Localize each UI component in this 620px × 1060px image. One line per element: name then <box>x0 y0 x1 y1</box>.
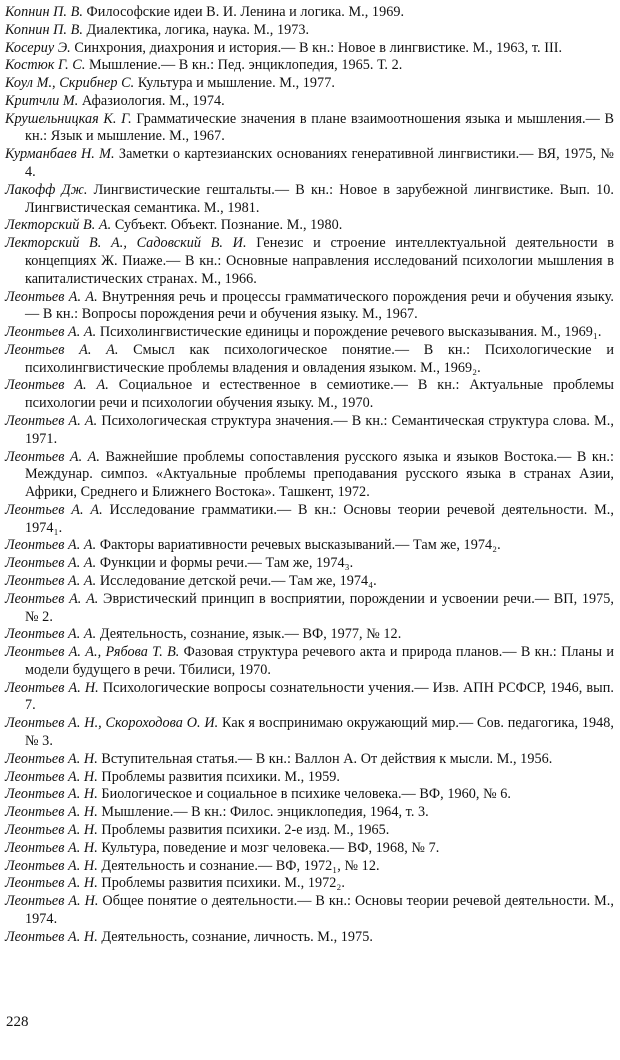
reference-entry <box>5 875 614 893</box>
reference-entry <box>5 626 614 644</box>
reference-text: Синхрония, диахрония и история.— В кн.: Новое в лингвистике. М., 1963, т. III. <box>70 39 563 56</box>
reference-author: Лакофф Дж. <box>5 181 88 198</box>
reference-entry <box>5 217 614 235</box>
reference-entry <box>5 93 614 111</box>
reference-text: Культура, поведение и мозг человека.— ВФ, 1968, № 7. <box>97 839 440 856</box>
reference-text: Деятельность и сознание.— ВФ, 1972₁, № 12. <box>97 857 380 874</box>
reference-author: Леонтьев А. Н., Скороходова О. И. <box>5 715 219 732</box>
reference-text: Диалектика, логика, наука. М., 1973. <box>82 21 310 38</box>
reference-text: Проблемы развития психики. М., 1959. <box>97 768 341 785</box>
reference-author: Леонтьев А. Н. <box>5 821 98 838</box>
reference-author: Критчли М. <box>5 92 79 109</box>
reference-author: Леонтьев А. А. <box>5 377 109 394</box>
reference-entry <box>5 57 614 75</box>
reference-text: Мышление.— В кн.: Пед. энциклопедия, 1965. Т. 2. <box>85 57 403 74</box>
reference-entry <box>5 377 614 413</box>
reference-author: Леонтьев А. Н. <box>5 679 99 696</box>
reference-author: Леонтьев А. Н. <box>5 875 98 892</box>
reference-entry <box>5 111 614 147</box>
reference-author: Леонтьев А. А. <box>5 501 103 518</box>
reference-entry <box>5 449 614 502</box>
reference-author: Леонтьев А. Н. <box>5 928 98 945</box>
reference-entry <box>5 715 614 751</box>
reference-entry <box>5 40 614 58</box>
reference-text: Вступительная статья.— В кн.: Валлон А. От действия к мысли. М., 1956. <box>97 750 553 767</box>
reference-author: Леонтьев А. А., Рябова Т. В. <box>5 644 180 661</box>
reference-entry <box>5 822 614 840</box>
reference-text: Лингвистические гештальты.— В кн.: Новое в зарубежной лингвистике. Вып. 10. Лингвистическая семантика. М., 1981. <box>25 181 614 216</box>
reference-entry <box>5 769 614 787</box>
reference-text: Психолингвистические единицы и порождение речевого высказывания. М., 1969₁. <box>96 324 602 341</box>
reference-text: Генезис и строение интеллектуальной деятельности в концепциях Ж. Пиаже.— В кн.: Основные направления исследований психологии мышления в капиталистических странах. М., 1966. <box>25 235 614 287</box>
reference-entry <box>5 502 614 538</box>
reference-text: Деятельность, сознание, личность. М., 1975. <box>97 928 373 945</box>
reference-text: Как я воспринимаю окружающий мир.— Сов. педагогика, 1948, № 3. <box>25 715 614 750</box>
reference-text: Мышление.— В кн.: Филос. энциклопедия, 1964, т. 3. <box>97 804 429 821</box>
reference-text: Психологические вопросы сознательности учения.— Изв. АПН РСФСР, 1946, вып. 7. <box>25 679 614 714</box>
reference-text: Функции и формы речи.— Там же, 1974₃. <box>96 555 354 572</box>
reference-author: Леонтьев А. Н. <box>5 786 98 803</box>
bibliography-list <box>5 4 614 946</box>
reference-author: Леонтьев А. А. <box>5 288 98 305</box>
reference-entry <box>5 591 614 627</box>
reference-entry <box>5 324 614 342</box>
reference-entry <box>5 555 614 573</box>
reference-text: Грамматические значения в плане взаимоотношения языка и мышления.— В кн.: Язык и мышление. М., 1967. <box>25 110 614 145</box>
reference-entry <box>5 893 614 929</box>
reference-entry <box>5 751 614 769</box>
reference-author: Леонтьев А. А. <box>5 590 99 607</box>
reference-entry <box>5 537 614 555</box>
reference-text: Афазиология. М., 1974. <box>78 92 225 109</box>
reference-text: Эвристический принцип в восприятии, порождении и усвоении речи.— ВП, 1975, № 2. <box>25 590 615 625</box>
page-number: 228 <box>6 1014 29 1030</box>
reference-author: Копнин П. В. <box>5 21 83 38</box>
reference-author: Леонтьев А. Н. <box>5 768 98 785</box>
reference-text: Факторы вариативности речевых высказываний.— Там же, 1974₂. <box>96 537 501 554</box>
reference-entry <box>5 804 614 822</box>
reference-entry <box>5 786 614 804</box>
reference-entry <box>5 840 614 858</box>
reference-entry <box>5 929 614 947</box>
reference-text: Внутренняя речь и процессы грамматического порождения речи и обучения языку.— В кн.: Вопросы порождения речи и обучения языку. М., 1967. <box>25 288 614 323</box>
reference-text: Общее понятие о деятельности.— В кн.: Основы теории речевой деятельности. М., 1974. <box>25 893 614 927</box>
reference-author: Леонтьев А. А. <box>5 537 97 554</box>
reference-author: Леонтьев А. Н. <box>5 857 98 874</box>
reference-author: Лекторский В. А., Садовский В. И. <box>5 235 247 252</box>
reference-author: Костюк Г. С. <box>5 57 86 74</box>
reference-entry <box>5 146 614 182</box>
reference-text: Философские идеи В. И. Ленина и логика. М., 1969. <box>82 4 405 20</box>
reference-author: Леонтьев А. А. <box>5 555 97 572</box>
reference-author: Копнин П. В. <box>5 4 83 20</box>
reference-text: Исследование детской речи.— Там же, 1974₄. <box>96 573 377 589</box>
reference-entry <box>5 182 614 218</box>
reference-text: Биологическое и социальное в психике человека.— ВФ, 1960, № 6. <box>97 786 512 803</box>
reference-text: Важнейшие проблемы сопоставления русского языка и языков Востока.— В кн.: Междунар. симпоз. «Актуальные проблемы преподавания русского языка в странах Азии, Африки, Среднего и Ближнего Востока». Ташкент, 1972. <box>25 448 615 501</box>
reference-entry <box>5 858 614 876</box>
reference-author: Лекторский В. А. <box>5 217 112 234</box>
reference-entry <box>5 75 614 93</box>
reference-author: Леонтьев А. Н. <box>5 839 98 856</box>
reference-text: Социальное и естественное в семиотике.— В кн.: Актуальные проблемы психологии речи и психологии обучения языку. М., 1970. <box>25 377 614 412</box>
reference-text: Деятельность, сознание, язык.— ВФ, 1977, № 12. <box>96 626 402 643</box>
reference-entry <box>5 573 614 591</box>
reference-entry <box>5 4 614 22</box>
reference-text: Фазовая структура речевого акта и природа планов.— В кн.: Планы и модели будущего в речи. Тбилиси, 1970. <box>25 644 614 678</box>
reference-author: Курманбаев Н. М. <box>5 146 115 163</box>
reference-entry <box>5 235 614 288</box>
reference-text: Психологическая структура значения.— В кн.: Семантическая структура слова. М., 1971. <box>25 412 614 447</box>
reference-entry <box>5 680 614 716</box>
reference-author: Леонтьев А. Н. <box>5 804 98 821</box>
reference-author: Леонтьев А. А. <box>5 573 97 589</box>
reference-author: Косериу Э. <box>5 39 71 56</box>
reference-author: Леонтьев А. А. <box>5 324 97 341</box>
reference-entry <box>5 22 614 40</box>
reference-text: Культура и мышление. М., 1977. <box>134 75 335 92</box>
reference-entry <box>5 289 614 325</box>
reference-author: Леонтьев А. А. <box>5 626 97 643</box>
reference-text: Исследование грамматики.— В кн.: Основы теории речевой деятельности. М., 1974₁. <box>25 501 615 536</box>
reference-author: Леонтьев А. А. <box>5 412 98 429</box>
reference-text: Субъект. Объект. Познание. М., 1980. <box>111 217 343 234</box>
reference-entry <box>5 644 614 680</box>
reference-text: Проблемы развития психики. 2-е изд. М., 1965. <box>97 821 390 838</box>
reference-text: Проблемы развития психики. М., 1972₂. <box>97 875 346 892</box>
reference-author: Леонтьев А. Н. <box>5 893 99 910</box>
reference-entry <box>5 342 614 378</box>
reference-text: Заметки о картезианских основаниях генеративной лингвистики.— ВЯ, 1975, № 4. <box>25 146 614 181</box>
reference-author: Леонтьев А. А. <box>5 341 119 358</box>
reference-author: Коул М., Скрибнер С. <box>5 75 135 92</box>
reference-author: Крушельницкая К. Г. <box>5 110 132 127</box>
reference-author: Леонтьев А. Н. <box>5 750 98 767</box>
reference-author: Леонтьев А. А. <box>5 448 100 465</box>
reference-text: Смысл как психологическое понятие.— В кн.: Психологические и психолингвистические проблемы владения и овладения языком. М., 1969₂. <box>25 341 614 376</box>
reference-entry <box>5 413 614 449</box>
